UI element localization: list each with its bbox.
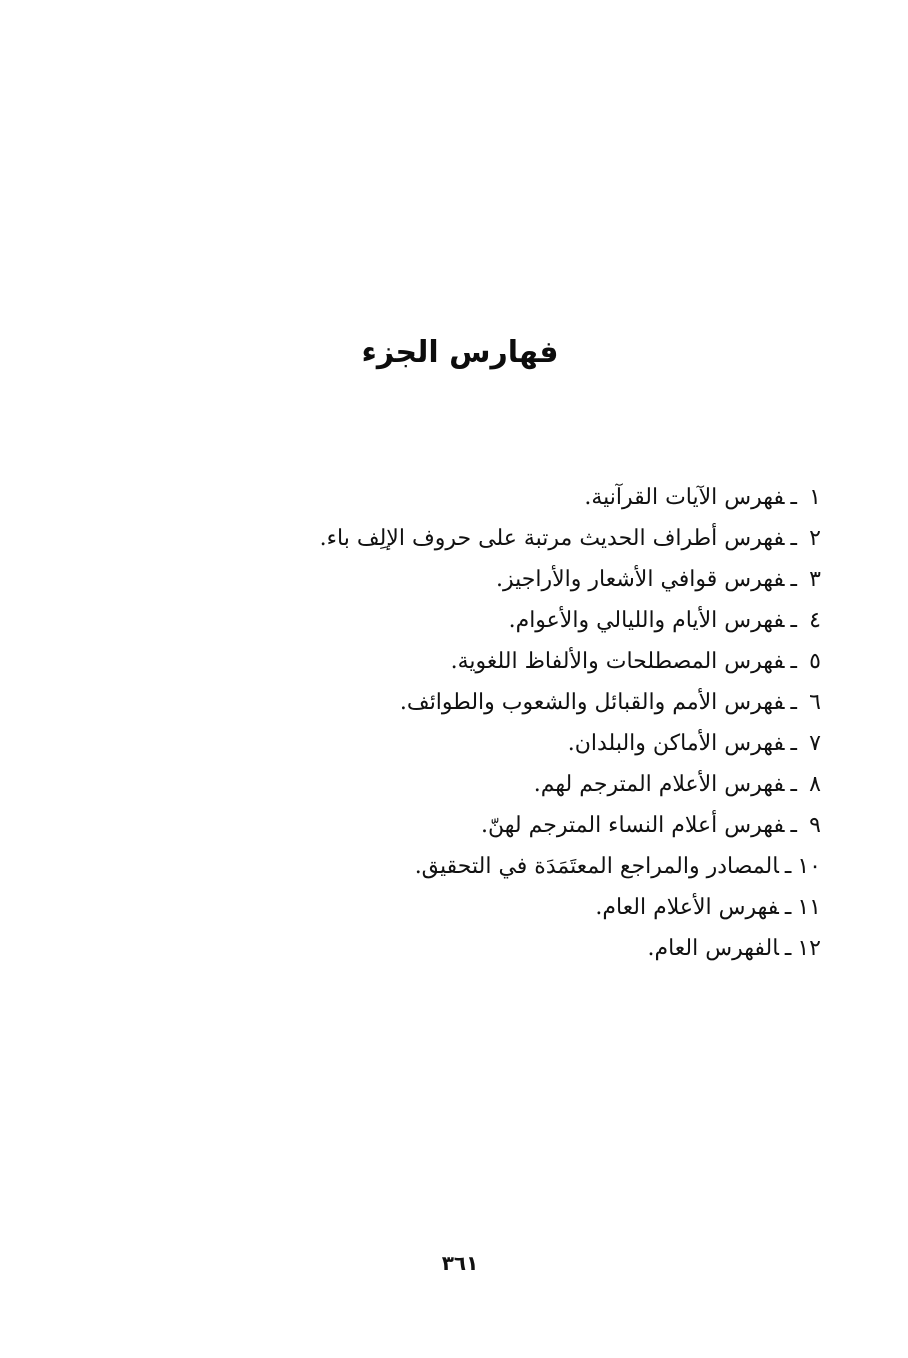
list-item [261,887,821,928]
item-separator: ـ [790,690,797,715]
item-number: ٩ [809,813,821,838]
item-number: ٦ [809,690,821,715]
index-list [261,477,821,969]
list-item [261,477,821,518]
item-number: ١١ [797,895,821,920]
list-item [261,518,821,559]
item-separator: ـ [790,608,797,633]
item-number: ١ [809,485,821,510]
list-item [261,641,821,682]
item-separator: ـ [790,772,797,797]
item-number: ٤ [809,608,821,633]
item-text: فهرس الأعلام المترجم لهم. [533,772,785,797]
item-separator: ـ [784,936,792,961]
item-separator: ـ [790,567,797,592]
page-number: ٣٦١ [441,1251,479,1275]
item-text: فهرس الأيام والليالي والأعوام. [508,608,785,633]
item-text: فهرس قوافي الأشعار والأراجيز. [496,567,785,592]
list-item [261,805,821,846]
item-text: فهرس الأماكن والبلدان. [567,731,785,756]
item-text: فهرس الآيات القرآنية. [584,485,785,510]
list-item [261,846,821,887]
item-number: ٧ [809,731,821,756]
list-item [261,764,821,805]
item-text: الفهرس العام. [647,936,779,961]
item-separator: ـ [784,895,792,920]
item-text: المصادر والمراجع المعتَمَدَة في التحقيق. [414,854,779,879]
list-item [261,682,821,723]
item-number: ٢ [809,526,821,551]
list-item [261,600,821,641]
list-item [261,928,821,969]
item-separator: ـ [790,731,797,756]
item-number: ١٢ [797,936,821,961]
item-text: فهرس الأمم والقبائل والشعوب والطوائف. [399,690,785,715]
item-text: فهرس أعلام النساء المترجم لهنّ. [481,813,785,838]
page-title: فهارس الجزء [361,335,559,370]
item-separator: ـ [784,854,792,879]
item-separator: ـ [790,526,797,551]
item-text: فهرس الأعلام العام. [595,895,779,920]
list-item [261,723,821,764]
item-text: فهرس أطراف الحديث مرتبة على حروف الإلِف باء. [319,526,785,551]
list-item [261,559,821,600]
item-separator: ـ [790,485,797,510]
item-separator: ـ [790,813,797,838]
item-number: ١٠ [797,854,821,879]
item-number: ٣ [809,567,821,592]
item-text: فهرس المصطلحات والألفاظ اللغوية. [450,649,785,674]
item-separator: ـ [790,649,797,674]
item-number: ٥ [809,649,821,674]
item-number: ٨ [809,772,821,797]
